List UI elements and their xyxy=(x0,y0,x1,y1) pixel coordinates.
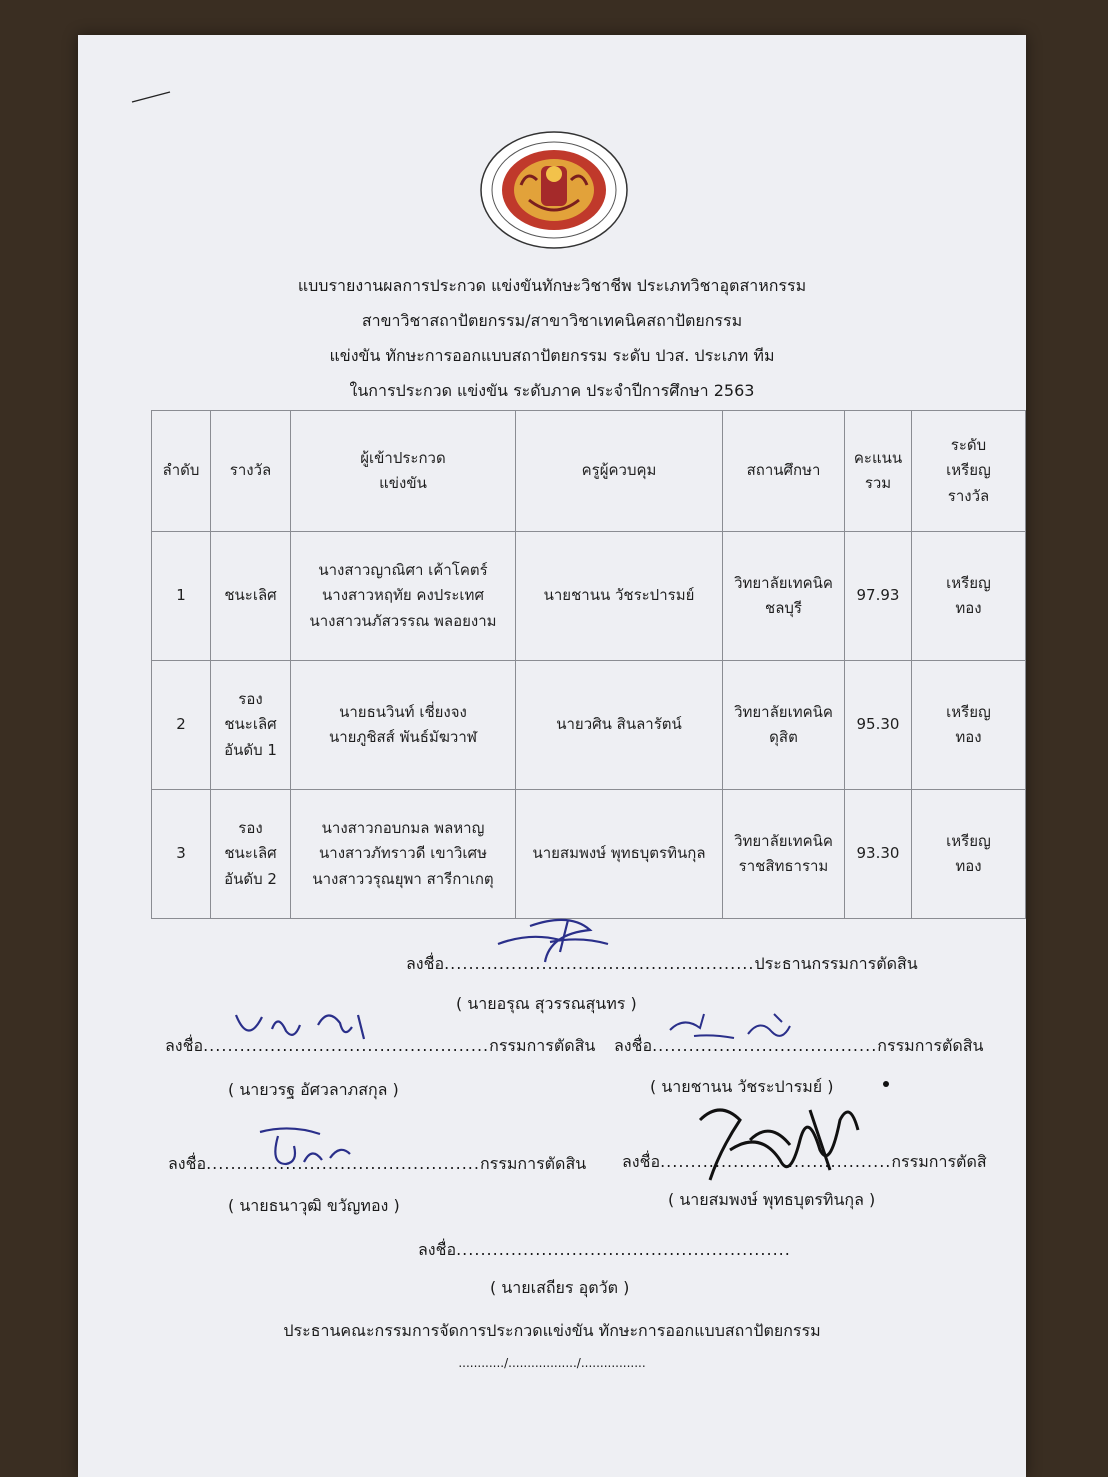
table-row xyxy=(152,790,1026,919)
footer-title: ประธานคณะกรรมการจัดการประกวดแข่งขัน ทักษะการออกแบบสถาปัตยกรรม xyxy=(283,1321,821,1340)
row-teacher: นายวศิน สินลารัตน์ xyxy=(516,661,723,790)
left1-name: ( นายวรฐ อัศวลาภสกุล ) xyxy=(228,1080,399,1099)
header-competitors: ผู้เข้าประกวด แข่งขัน xyxy=(291,411,516,532)
header-line-3: แข่งขัน ทักษะการออกแบบสถาปัตยกรรม ระดับ ปวส. ประเภท ทีม xyxy=(329,346,775,365)
row-school: วิทยาลัยเทคนิค ชลบุรี xyxy=(723,532,845,661)
left2-sign-line: ลงชื่อ.............................................กรรมการตัดสิน xyxy=(168,1154,587,1173)
vocational-commission-logo-icon xyxy=(479,130,629,250)
row-score: 93.30 xyxy=(845,790,912,919)
row-teacher: นายสมพงษ์ พุทธบุตรทินกุล xyxy=(516,790,723,919)
chair-sign-line: ลงชื่อ...................................................ประธานกรรมการตัดสิน xyxy=(406,954,918,973)
row-score: 97.93 xyxy=(845,532,912,661)
table-row xyxy=(152,532,1026,661)
row-competitors: นางสาวกอบกมล พลหาญ นางสาวภัทราวดี เขาวิเศษ นางสาววรุณยุพา สารีกาเกตุ xyxy=(291,790,516,919)
pen-mark xyxy=(130,88,174,108)
chair-signature-icon xyxy=(490,912,615,972)
row-award: ชนะเลิศ xyxy=(211,532,291,661)
left1-sign-line: ลงชื่อ...............................................กรรมการตัดสิน xyxy=(165,1036,596,1055)
header-school: สถานศึกษา xyxy=(723,411,845,532)
row-competitors: นายธนวินท์ เชี่ยงจง นายภูชิสส์ พันธ์มัฆวาฬ xyxy=(291,661,516,790)
row-award: รอง ชนะเลิศ อันดับ 1 xyxy=(211,661,291,790)
row-medal: เหรียญ ทอง xyxy=(912,790,1026,919)
row-no: 3 xyxy=(152,790,211,919)
row-school: วิทยาลัยเทคนิค ดุสิต xyxy=(723,661,845,790)
header-line-2: สาขาวิชาสถาปัตยกรรม/สาขาวิชาเทคนิคสถาปัตยกรรม xyxy=(361,311,743,330)
bottom-name: ( นายเสถียร อุตวัต ) xyxy=(490,1278,630,1297)
header-no: ลำดับ xyxy=(152,411,211,532)
row-teacher: นายชานน วัชระปารมย์ xyxy=(516,532,723,661)
header-line-4: ในการประกวด แข่งขัน ระดับภาค ประจำปีการศึกษา 2563 xyxy=(349,381,755,400)
row-no: 1 xyxy=(152,532,211,661)
right1-name: ( นายชานน วัชระปารมย์ ) xyxy=(650,1077,834,1096)
left2-signature-icon xyxy=(250,1124,360,1170)
row-competitors: นางสาวญาณิศา เค้าโคตร์ นางสาวหฤทัย คงประเทศ นางสาวนภัสวรรณ พลอยงาม xyxy=(291,532,516,661)
results-table xyxy=(151,410,1026,919)
table-header-row xyxy=(152,411,1026,532)
row-award: รอง ชนะเลิศ อันดับ 2 xyxy=(211,790,291,919)
row-medal: เหรียญ ทอง xyxy=(912,532,1026,661)
header-line-1: แบบรายงานผลการประกวด แข่งขันทักษะวิชาชีพ ประเภทวิชาอุตสาหกรรม xyxy=(297,276,807,295)
header-teacher: ครูผู้ควบคุม xyxy=(516,411,723,532)
table-row xyxy=(152,661,1026,790)
header-award: รางวัล xyxy=(211,411,291,532)
right1-signature-icon xyxy=(664,1008,814,1050)
left2-name: ( นายธนาวุฒิ ขวัญทอง ) xyxy=(228,1196,400,1215)
right2-name: ( นายสมพงษ์ พุทธบุตรทินกุล ) xyxy=(668,1190,876,1209)
right2-signature-icon xyxy=(690,1090,865,1190)
left1-signature-icon xyxy=(228,1005,378,1050)
ink-dot-icon xyxy=(880,1078,892,1090)
right2-sign-line: ลงชื่อ......................................กรรมการตัดสิ xyxy=(622,1152,987,1171)
right1-sign-line: ลงชื่อ.....................................กรรมการตัดสิน xyxy=(614,1036,984,1055)
row-no: 2 xyxy=(152,661,211,790)
chair-name: ( นายอรุณ สุวรรณสุนทร ) xyxy=(456,994,637,1013)
header-medal: ระดับ เหรียญ รางวัล xyxy=(912,411,1026,532)
row-medal: เหรียญ ทอง xyxy=(912,661,1026,790)
row-score: 95.30 xyxy=(845,661,912,790)
header-score: คะแนน รวม xyxy=(845,411,912,532)
bottom-sign-line: ลงชื่อ....................................................... xyxy=(418,1240,791,1259)
row-school: วิทยาลัยเทคนิค ราชสิทธาราม xyxy=(723,790,845,919)
date-line: ............/................../................. xyxy=(458,1356,646,1370)
